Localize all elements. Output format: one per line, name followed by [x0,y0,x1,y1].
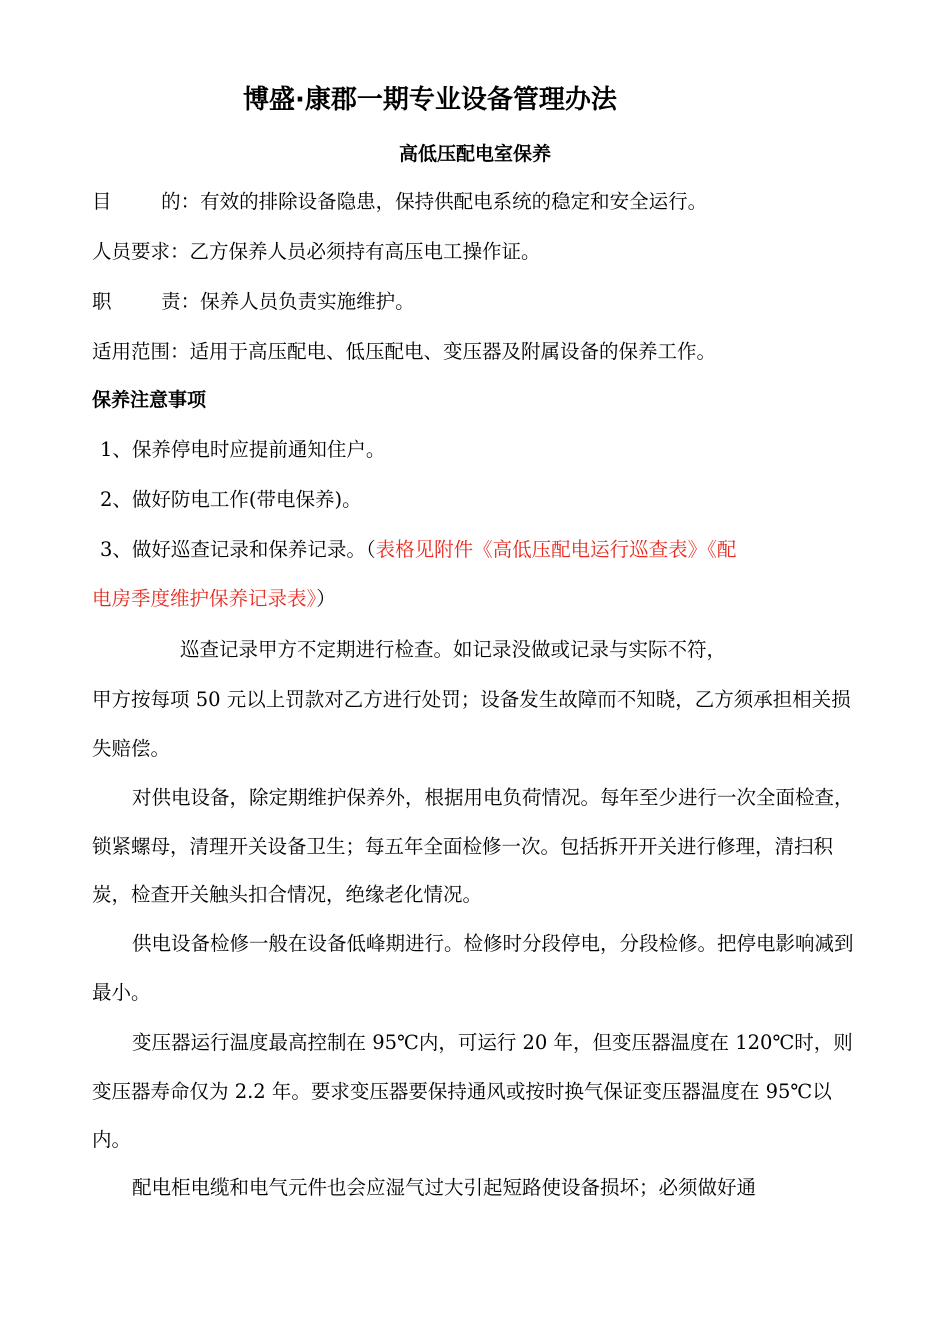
note-item-3-line2 [92,585,862,613]
paragraph-1-first-line: 巡查记录甲方不定期进行检查。如记录没做或记录与实际不符， [180,638,727,661]
paragraph-4: 变压器运行温度最高控制在 95℃内，可运行 20 年，但变压器温度在 120℃时，则变压器寿命仅为 2.2 年。要求变压器要保持通风或按时换气保证变压器温度在 95℃以内。 [92,1031,853,1151]
purpose-line [92,188,862,216]
note-item-3-line1 [100,536,870,564]
paragraph-5: 配电柜电缆和电气元件也会应湿气过大引起短路使设备损坏；必须做好通 [132,1176,757,1199]
scope-text: 适用于高压配电、低压配电、变压器及附属设备的保养工作。 [189,340,717,363]
note-item-3-attachment-ref: 表格见附件《高低压配电运行巡查表》《配 [375,538,737,561]
purpose-text: 有效的排除设备隐患，保持供配电系统的稳定和安全运行。 [200,190,708,213]
note-item-3-attachment-ref-cont: 电房季度维护保养记录表》 [92,587,317,610]
staff-text: 乙方保养人员必须持有高压电工操作证。 [189,240,541,263]
note-item-2: 2、做好防电工作(带电保养)。 [100,488,362,511]
notes-heading: 保养注意事项 [92,389,207,411]
staff-line [92,238,862,266]
document-subtitle: 高低压配电室保养 [398,143,551,165]
duty-label: 职 责： [92,290,201,313]
paragraph-1-body: 甲方按每项 50 元以上罚款对乙方进行处罚；设备发生故障而不知晓，乙方须承担相关损失赔偿。 [92,688,851,760]
note-item-3-prefix: 3、做好巡查记录和保养记录。（ [100,538,376,561]
document-title: 博盛·康郡一期专业设备管理办法 [243,85,617,115]
staff-label: 人员要求： [92,240,190,263]
duty-text: 保养人员负责实施维护。 [200,290,415,313]
paragraph-2: 对供电设备，除定期维护保养外，根据用电负荷情况。每年至少进行一次全面检查，锁紧螺母，清理开关设备卫生；每五年全面检修一次。包括拆开开关进行修理，清扫积炭，检查开关触头扣合情况，绝缘老化情况。 [92,786,854,906]
note-item-1: 1、保养停电时应提前通知住户。 [100,438,386,461]
scope-label: 适用范围： [92,340,190,363]
duty-line [92,288,862,316]
purpose-label: 目 的： [92,190,201,213]
note-item-3-suffix: ） [316,587,336,610]
paragraph-3: 供电设备检修一般在设备低峰期进行。检修时分段停电，分段检修。把停电影响减到最小。 [92,932,854,1004]
scope-line [92,338,862,366]
